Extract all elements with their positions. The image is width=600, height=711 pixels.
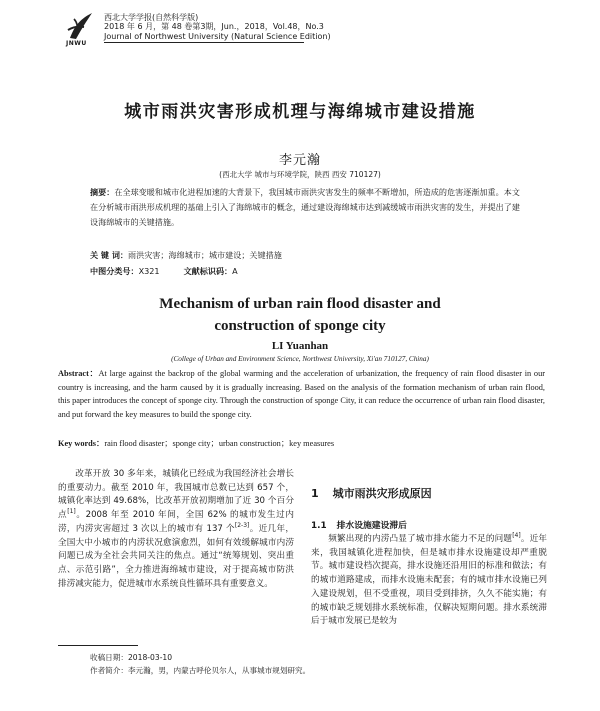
subsection-title: 排水设施建设滞后 — [336, 521, 407, 531]
logo-text: JNWU — [66, 40, 87, 47]
keywords-cn-label: 关 键 词： — [90, 250, 129, 260]
journal-name-en: Journal of Northwest University (Natural Science Edition) — [104, 31, 331, 41]
journal-header — [104, 13, 331, 41]
abstract-en-label: Abstract： — [58, 369, 99, 378]
body-right-column — [311, 533, 547, 629]
abstract-cn-text: 在全球变暖和城市化进程加速的大背景下，我国城市雨洪灾害发生的频率不断增加，所造成的危害逐渐加重。本文在分析城市雨洪形成机理的基础上引入了海绵城市的概念，通过建设海绵城市达到减缓城市雨洪灾害的发生，并提出了建设海绵城市的关键措施。 — [90, 187, 520, 227]
author-en: LI Yuanhan — [271, 340, 329, 352]
keywords-en-text: rain flood disaster；sponge city；urban construction；key measures — [104, 439, 335, 448]
title-en-line2: construction of sponge city — [214, 318, 386, 334]
title-en — [0, 293, 600, 337]
journal-name-cn: 西北大学学报(自然科学版) — [104, 13, 199, 22]
clc-label: 中图分类号： — [90, 266, 139, 276]
keywords-cn — [90, 250, 520, 261]
keywords-en-label: Key words： — [58, 439, 105, 448]
affiliation-cn: (西北大学 城市与环境学院，陕西 西安 710127) — [219, 170, 381, 179]
brush-logo-icon — [64, 10, 98, 42]
abstract-cn — [90, 185, 520, 230]
keywords-cn-text: 雨洪灾害；海绵城市；城市建设；关键措施 — [128, 250, 282, 260]
section-title: 城市雨洪灾形成原因 — [332, 487, 432, 500]
affiliation-en: (College of Urban and Environment Science, Northwest University, Xi'an 710127, China) — [171, 355, 429, 363]
author-bio: 作者简介：李元瀚，男，内蒙古呼伦贝尔人，从事城市规划研究。 — [90, 666, 311, 675]
citation-2-3: [2-3] — [234, 521, 250, 529]
author-cn: 李元瀚 — [278, 153, 321, 168]
body-left-column — [58, 468, 294, 591]
clc-value: X321 — [138, 266, 160, 276]
doc-code-value: A — [232, 266, 238, 276]
subsection-heading-1-1 — [311, 518, 407, 531]
title-cn: 城市雨洪灾害形成机理与海绵城市建设措施 — [124, 102, 476, 122]
abstract-en — [58, 367, 545, 421]
citation-4: [4] — [512, 532, 521, 540]
header-rule — [104, 42, 304, 43]
abstract-en-text: At large against the backrop of the global warming and the acceleration of urbanization, the frequency of rain flood disaster in our country is increasing, and the harm caused by it is gradually increasing. Based on the analysis of the formation mechanism of urban rain flood, this paper introduces the concept of sponge city. Through the construction of sponge City, it can reduce the occurrence of urban rain flood disaster, and put forward the key measures to build the sponge city. — [58, 369, 545, 419]
intro-paragraph: 改革开放 30 多年来，城镇化已经成为我国经济社会增长的重要动力。截至 2010 年，我国城市总数已达到 657 个，城镇化率达到 49.68%，比改革开放初期增加了近 30 个百分点[1]。2008 年至 2010 年间，全国 62% 的城市发生过内涝，内涝灾害超过 3 次以上的城市有 137 个[2-3]。近几年，全国大中小城市的内涝状况愈演愈烈，如何有效缓解城市内涝问题已成为全社会共同关注的焦点。通过“统筹规划、突出重点、示范引路”，全力推进海绵城市建设，对于提高城市防洪排涝减灾能力，促进城市水系统良性循环具有重要意义。 — [58, 469, 294, 589]
classification-cn — [90, 266, 520, 277]
section-number: 1 — [311, 487, 319, 500]
issue-line: 2018 年 6 月，第 48 卷第3期，Jun.，2018，Vol.48，No.3 — [104, 22, 324, 32]
citation-1: [1] — [67, 508, 76, 516]
keywords-en — [58, 437, 545, 449]
drainage-paragraph: 频繁出现的内涝凸显了城市排水能力不足的问题[4]。近年来，我国城镇化进程加快，但是城市排水设施建设却严重脱节。城市建设档次提高，排水设施还沿用旧的标准和做法；有的城市道路建成，而排水设施未配套；有的城市排水设施已列入建设规划，但不受重视，项目受到排挤，久久不能实施；有的城市缺乏规划排水系统标准，仅解决短期问题。排水系统滞后于城市发展已是较为 — [311, 532, 547, 627]
received-date: 收稿日期：2018-03-10 — [90, 653, 173, 662]
title-en-line1: Mechanism of urban rain flood disaster and — [159, 296, 441, 312]
doc-code-label: 文献标识码： — [183, 266, 233, 276]
abstract-cn-label: 摘要： — [90, 187, 115, 197]
subsection-number: 1.1 — [311, 521, 327, 531]
footnotes — [90, 651, 310, 677]
footnote-rule — [58, 645, 138, 646]
section-heading-1 — [311, 485, 432, 501]
journal-logo — [64, 10, 98, 48]
